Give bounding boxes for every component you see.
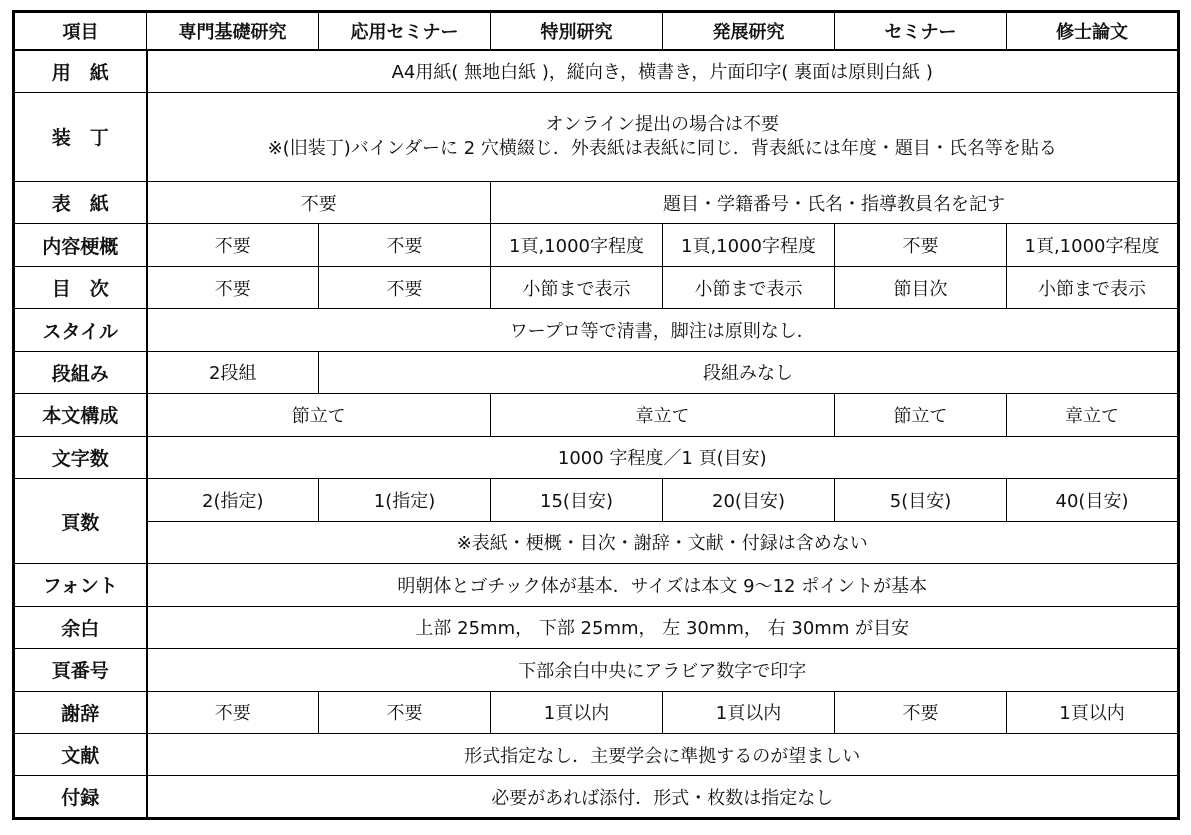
table-row (14, 92, 1179, 181)
cell: 2段組 (147, 351, 319, 393)
cell: 節目次 (835, 266, 1007, 308)
requirements-table (12, 10, 1180, 820)
table-row (14, 224, 1179, 266)
cell: 1頁,1000字程度 (663, 224, 835, 266)
row-label: 装 丁 (14, 92, 147, 181)
table-row (14, 181, 1179, 223)
cell: 不要 (835, 691, 1007, 733)
cell: 不要 (319, 266, 491, 308)
row-label: 頁番号 (14, 649, 147, 691)
cell (147, 92, 1179, 181)
cell: 章立て (1007, 394, 1179, 436)
cell: ※表紙・梗概・目次・謝辞・文献・付録は含めない (147, 521, 1179, 563)
table-row (14, 436, 1179, 478)
row-label: 本文構成 (14, 394, 147, 436)
cell: 小節まで表示 (1007, 266, 1179, 308)
cell: 1000 字程度／1 頁(目安) (147, 436, 1179, 478)
cell: 5(目安) (835, 479, 1007, 521)
cell: 節立て (835, 394, 1007, 436)
cell: 2(指定) (147, 479, 319, 521)
table-row (14, 606, 1179, 648)
row-label: 付録 (14, 776, 147, 819)
cell: 不要 (147, 266, 319, 308)
row-label: 用 紙 (14, 50, 147, 92)
table-row (14, 691, 1179, 733)
row-label: 文字数 (14, 436, 147, 478)
cell: 上部 25mm， 下部 25mm， 左 30mm， 右 30mm が目安 (147, 606, 1179, 648)
cell: 15(目安) (491, 479, 663, 521)
table-row (14, 50, 1179, 92)
header-col: 専門基礎研究 (147, 12, 319, 50)
row-label: 頁数 (14, 479, 147, 564)
cell: 節立て (147, 394, 491, 436)
table-row (14, 776, 1179, 819)
row-label: 目 次 (14, 266, 147, 308)
table-row (14, 649, 1179, 691)
header-row (14, 12, 1179, 50)
cell: 小節まで表示 (491, 266, 663, 308)
header-col: 特別研究 (491, 12, 663, 50)
row-label: 表 紙 (14, 181, 147, 223)
header-item: 項目 (14, 12, 147, 50)
row-label: 文献 (14, 733, 147, 775)
cell: 不要 (147, 181, 491, 223)
cell: 1頁,1000字程度 (1007, 224, 1179, 266)
row-label: フォント (14, 564, 147, 606)
binding-line-2: ※(旧装丁)バインダーに 2 穴横綴じ．外表紙は表紙に同じ．背表紙には年度・題目・氏名等を貼る (267, 137, 1057, 159)
row-label: 段組み (14, 351, 147, 393)
cell: 下部余白中央にアラビア数字で印字 (147, 649, 1179, 691)
cell: 20(目安) (663, 479, 835, 521)
header-col: 修士論文 (1007, 12, 1179, 50)
cell: 40(目安) (1007, 479, 1179, 521)
cell: 段組みなし (319, 351, 1179, 393)
cell: 章立て (491, 394, 835, 436)
table-row (14, 564, 1179, 606)
table-row (14, 309, 1179, 351)
cell: 小節まで表示 (663, 266, 835, 308)
cell: 1(指定) (319, 479, 491, 521)
table-row (14, 351, 1179, 393)
table-row (14, 521, 1179, 563)
cell: 1頁以内 (491, 691, 663, 733)
table-row (14, 266, 1179, 308)
table-row (14, 479, 1179, 521)
cell: 形式指定なし．主要学会に準拠するのが望ましい (147, 733, 1179, 775)
cell: 明朝体とゴチック体が基本．サイズは本文 9～12 ポイントが基本 (147, 564, 1179, 606)
cell: 不要 (835, 224, 1007, 266)
header-col: セミナー (835, 12, 1007, 50)
cell: 不要 (319, 691, 491, 733)
row-label: 内容梗概 (14, 224, 147, 266)
cell: 不要 (147, 224, 319, 266)
cell: 1頁以内 (1007, 691, 1179, 733)
header-col: 発展研究 (663, 12, 835, 50)
cell: 1頁以内 (663, 691, 835, 733)
row-label: 余白 (14, 606, 147, 648)
table-row (14, 394, 1179, 436)
cell: ワープロ等で清書，脚注は原則なし． (147, 309, 1179, 351)
binding-line-1: オンライン提出の場合は不要 (545, 113, 779, 135)
cell: 不要 (147, 691, 319, 733)
cell: 1頁,1000字程度 (491, 224, 663, 266)
cell: 必要があれば添付．形式・枚数は指定なし (147, 776, 1179, 819)
row-label: 謝辞 (14, 691, 147, 733)
header-col: 応用セミナー (319, 12, 491, 50)
row-label: スタイル (14, 309, 147, 351)
cell: 題目・学籍番号・氏名・指導教員名を記す (491, 181, 1179, 223)
cell: 不要 (319, 224, 491, 266)
cell: A4用紙( 無地白紙 )，縦向き，横書き，片面印字( 裏面は原則白紙 ) (147, 50, 1179, 92)
table-row (14, 733, 1179, 775)
